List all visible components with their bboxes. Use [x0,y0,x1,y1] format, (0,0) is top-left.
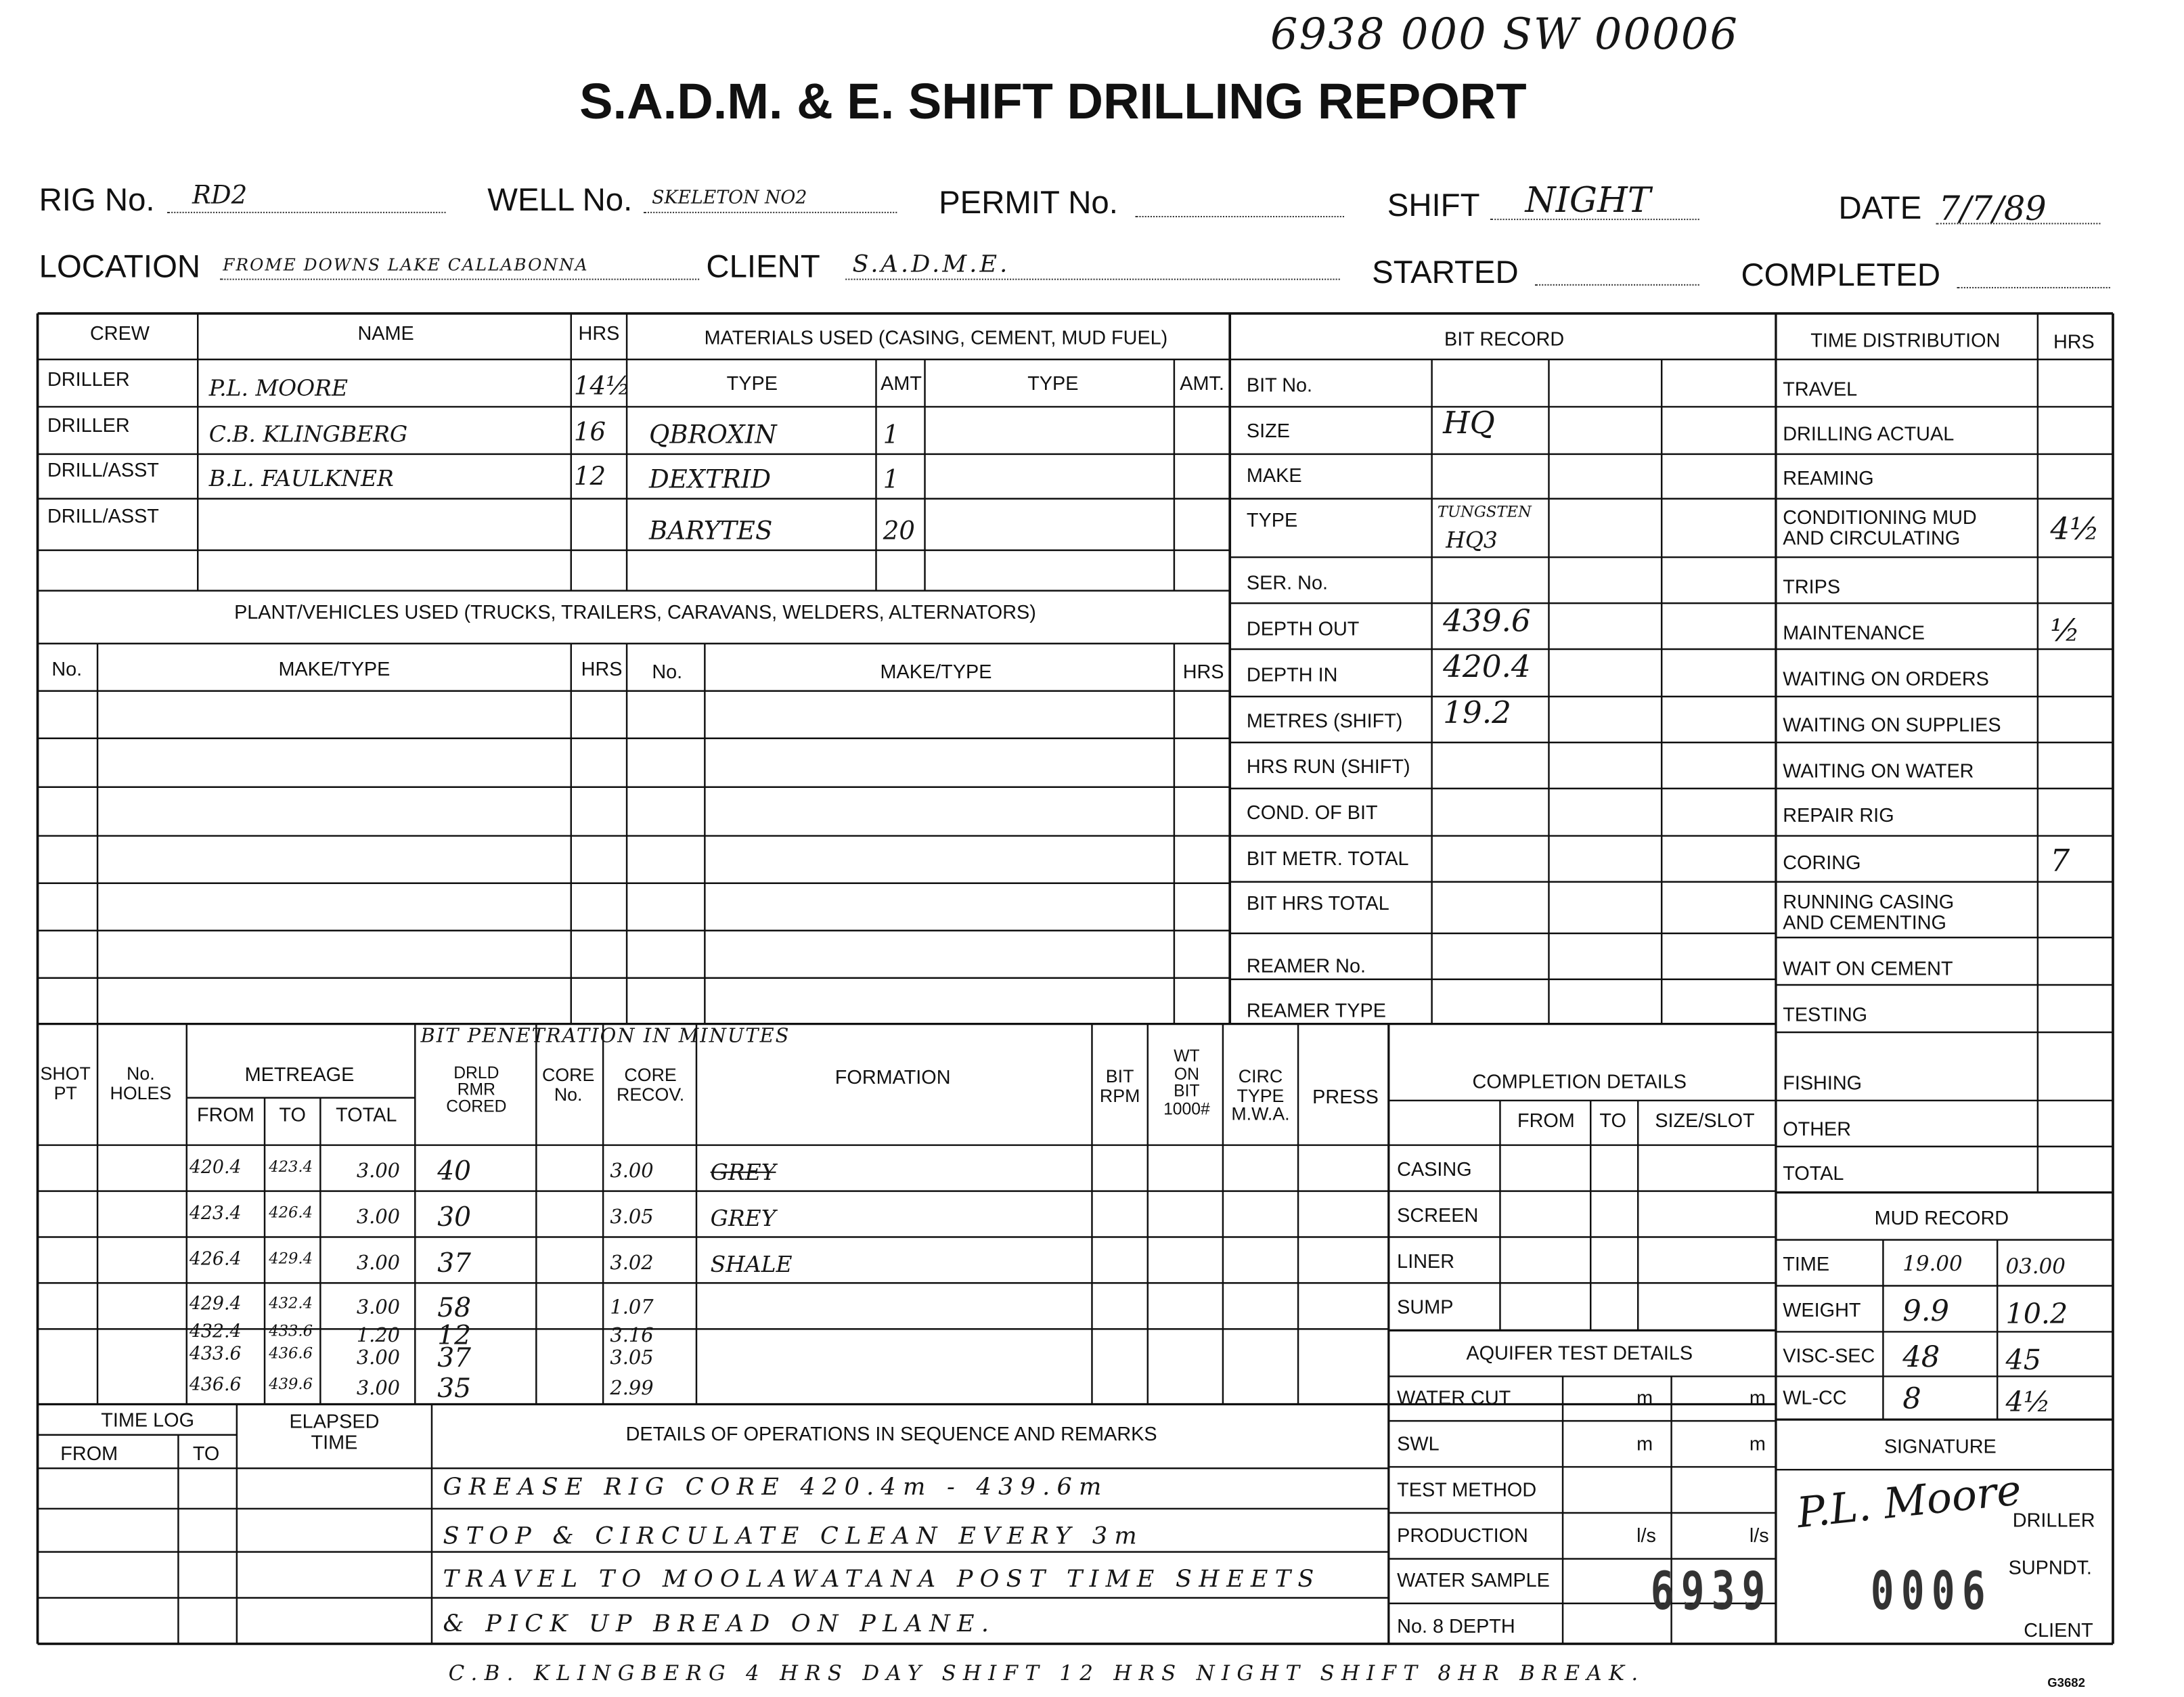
core-no-header: CORE No. [542,1064,595,1105]
aquifer-unit: m [1749,1386,1766,1409]
bit-record-label: SER. No. [1246,571,1329,594]
completion-from-header: FROM [1517,1109,1575,1132]
plant-make-header-2: MAKE/TYPE [880,660,992,683]
metreage-total: 3.00 [356,1378,400,1401]
well-label: WELL No. [487,181,633,218]
aquifer-unit: m [1749,1432,1766,1455]
location-value[interactable]: FROME DOWNS LAKE CALLABONNA [223,255,589,275]
metreage-from: 432.4 [189,1322,242,1343]
mud-record-value-1: 19.00 [1902,1251,1963,1277]
mud-record-label: WEIGHT [1783,1298,1861,1321]
material-amount: 20 [883,516,915,546]
supndt-label: SUPNDT. [2008,1556,2092,1579]
bit-record-label: SIZE [1246,419,1290,442]
drilled-minutes: 40 [437,1156,471,1187]
operations-line: TRAVEL TO MOOLAWATANA POST TIME SHEETS [443,1566,1321,1594]
signature-title: SIGNATURE [1884,1434,1997,1457]
completion-row-label: CASING [1397,1158,1472,1181]
time-distribution-hrs: 4½ [2050,512,2100,548]
bit-record-value: HQ [1443,406,1495,442]
client-field-line [845,279,1340,280]
aquifer-row-label: TEST METHOD [1397,1478,1537,1501]
metreage-from-header: FROM [196,1103,254,1126]
core-recovery: 3.05 [610,1206,654,1229]
form-code: G3682 [2047,1675,2085,1690]
mud-record-label: VISC-SEC [1783,1344,1875,1367]
time-distribution-label: CONDITIONING MUD AND CIRCULATING [1783,506,1977,549]
plant-make-header-1: MAKE/TYPE [278,657,391,680]
mud-record-value-2: 03.00 [2005,1254,2066,1279]
bit-record-value: 420.4 [1443,651,1531,686]
crew-hrs: 14½ [573,372,630,401]
circ-type-header: CIRC TYPE M.W.A. [1231,1065,1290,1125]
location-label: LOCATION [39,248,201,284]
bit-record-value: TUNGSTEN [1437,502,1532,521]
stamp-number-left: 6939 [1650,1560,1773,1623]
core-recovery: 3.16 [610,1325,654,1348]
metreage-from: 420.4 [189,1158,242,1179]
bit-record-label: REAMER No. [1246,954,1366,977]
no-holes-header: No. HOLES [110,1063,172,1103]
mud-record-value-1: 48 [1902,1340,1940,1374]
aquifer-row-label: No. 8 DEPTH [1397,1614,1515,1637]
materials-type-header-2: TYPE [1027,372,1079,395]
mud-record-value-2: 4½ [2005,1384,2051,1419]
mud-record-value-2: 10.2 [2005,1296,2068,1331]
rig-label: RIG No. [39,181,155,218]
time-distribution-hrs: 7 [2050,844,2070,879]
crew-role-label: DRILLER [47,414,130,437]
metreage-from: 436.6 [189,1375,242,1396]
elapsed-time-header: ELAPSED TIME [289,1409,380,1453]
metreage-from: 426.4 [189,1250,242,1271]
formation-value: SHALE [710,1251,793,1278]
material-amount: 1 [883,465,899,495]
aquifer-row-label: PRODUCTION [1397,1524,1528,1547]
metreage-to: 439.6 [269,1375,313,1393]
aquifer-row-label: SWL [1397,1432,1440,1455]
crew-name: B.L. FAULKNER [208,465,394,492]
mud-record-value-1: 9.9 [1902,1294,1949,1328]
permit-label: PERMIT No. [939,183,1118,221]
time-distribution-hrs-header: HRS [2053,330,2095,353]
metreage-to: 429.4 [269,1250,313,1268]
bit-record-label: BIT METR. TOTAL [1246,847,1409,870]
driller-signature: P.L. Moore [1794,1466,2024,1539]
permit-field-line [1135,216,1344,217]
operations-line: GREASE RIG CORE 420.4m - 439.6m [443,1474,1109,1502]
time-distribution-label: OTHER [1783,1117,1852,1140]
metreage-total: 3.00 [356,1160,400,1183]
crew-role-label: DRILL/ASST [47,504,159,527]
penetration-note: BIT PENETRATION IN MINUTES [420,1025,790,1048]
rig-field-line [167,212,446,213]
materials-amt-header-1: AMT [881,372,922,395]
drilled-minutes: 58 [437,1292,471,1324]
metreage-total: 3.00 [356,1252,400,1275]
time-log-title: TIME LOG [101,1408,194,1431]
crew-hrs-header: HRS [578,322,620,345]
completion-row-label: SUMP [1397,1295,1454,1318]
crew-name: P.L. MOORE [208,374,348,401]
completion-size-header: SIZE/SLOT [1655,1109,1755,1132]
mud-record-title: MUD RECORD [1874,1206,2009,1229]
started-field-line [1535,284,1699,286]
metreage-from: 423.4 [189,1204,242,1225]
crew-hrs: 12 [573,462,606,492]
time-distribution-label: FISHING [1783,1071,1863,1094]
drilled-minutes: 30 [437,1202,471,1233]
material-type: QBROXIN [649,420,777,450]
materials-title: MATERIALS USED (CASING, CEMENT, MUD FUEL) [704,326,1168,349]
crew-hrs: 16 [573,418,606,447]
rig-value[interactable]: RD2 [192,181,248,211]
completion-row-label: SCREEN [1397,1204,1479,1227]
material-amount: 1 [883,420,899,450]
time-log-to-header: TO [192,1442,220,1464]
metreage-from: 429.4 [189,1294,242,1315]
drilled-minutes: 37 [437,1342,471,1374]
completion-to-header: TO [1599,1109,1626,1132]
shot-pt-header: SHOT PT [40,1063,91,1103]
crew-role-label: DRILL/ASST [47,458,159,481]
footer-note-text: C.B. KLINGBERG 4 HRS DAY SHIFT 12 HRS NIGHT SHIFT 8HR BREAK. [448,1660,1645,1686]
bit-record-label: TYPE [1246,508,1298,531]
time-distribution-label: WAIT ON CEMENT [1783,956,1953,979]
mud-record-label: WL-CC [1783,1386,1847,1409]
crew-name: C.B. KLINGBERG [208,420,408,447]
aquifer-row-label: WATER SAMPLE [1397,1568,1550,1591]
client-signature-label: CLIENT [2024,1618,2093,1641]
formation-value: GREY [710,1159,776,1186]
core-recovery: 1.07 [610,1296,654,1319]
time-distribution-label: MAINTENANCE [1783,621,1925,644]
plant-title: PLANT/VEHICLES USED (TRUCKS, TRAILERS, CARAVANS, WELDERS, ALTERNATORS) [234,600,1036,623]
drilled-minutes: 12 [437,1320,471,1352]
driller-label: DRILLER [2012,1508,2095,1531]
operations-details-title: DETAILS OF OPERATIONS IN SEQUENCE AND REMARKS [625,1422,1157,1445]
name-header: NAME [357,322,414,345]
date-label: DATE [1838,189,1922,226]
time-distribution-label: WAITING ON ORDERS [1783,667,1989,690]
time-distribution-label: DRILLING ACTUAL [1783,422,1955,445]
time-distribution-label: REAMING [1783,466,1874,489]
bit-record-label: METRES (SHIFT) [1246,709,1403,732]
operations-line: STOP & CIRCULATE CLEAN EVERY 3m [443,1522,1144,1551]
metreage-total-header: TOTAL [336,1103,397,1126]
completion-title: COMPLETION DETAILS [1472,1070,1687,1093]
client-value[interactable]: S.A.D.M.E. [852,250,1010,279]
time-log-from-header: FROM [60,1442,118,1464]
core-recov-header: CORE RECOV. [617,1064,685,1105]
bit-record-label: REAMER TYPE [1246,998,1386,1021]
crew-role-label: DRILLER [47,368,130,391]
bit-record-label: COND. OF BIT [1246,801,1378,824]
date-value[interactable]: 7/7/89 [1938,189,2047,229]
stamp-number-right: 0006 [1870,1560,1992,1623]
time-distribution-label: TESTING [1783,1002,1868,1026]
time-distribution-label: WAITING ON SUPPLIES [1783,713,2001,736]
time-distribution-label: CORING [1783,851,1861,874]
client-label: CLIENT [706,248,820,284]
time-distribution-title: TIME DISTRIBUTION [1810,328,2001,351]
bit-record-label: DEPTH OUT [1246,617,1360,640]
aquifer-title: AQUIFER TEST DETAILS [1466,1341,1693,1364]
time-distribution-label: RUNNING CASING AND CEMENTING [1783,890,1955,933]
bit-record-label: BIT HRS TOTAL [1246,891,1389,914]
metreage-total: 1.20 [356,1325,400,1348]
mud-record-label: TIME [1783,1252,1830,1275]
metreage-total: 3.00 [356,1347,400,1370]
drld-header: DRLD RMR CORED [446,1063,507,1116]
metreage-to: 426.4 [269,1204,313,1222]
material-type: DEXTRID [649,465,772,495]
metreage-total: 3.00 [356,1296,400,1319]
time-distribution-label: REPAIR RIG [1783,803,1894,827]
well-field-line [644,212,897,213]
shift-value[interactable]: NIGHT [1525,179,1651,221]
time-distribution-label: WAITING ON WATER [1783,759,1974,782]
time-distribution-label: TRIPS [1783,575,1841,598]
operations-line: & PICK UP BREAD ON PLANE. [443,1610,996,1639]
formation-value: GREY [710,1205,776,1232]
materials-type-header-1: TYPE [726,372,778,395]
aquifer-row-label: WATER CUT [1397,1386,1511,1409]
bit-record-label: BIT No. [1246,373,1313,396]
core-recovery: 3.05 [610,1347,654,1370]
bit-record-label: HRS RUN (SHIFT) [1246,755,1410,778]
aquifer-unit: l/s [1636,1524,1656,1547]
bit-record-title: BIT RECORD [1444,327,1565,350]
plant-hrs-header-1: HRS [581,657,623,680]
formation-header: FORMATION [834,1065,951,1088]
bit-record-value: 439.6 [1443,604,1531,640]
mud-record-value-1: 8 [1902,1382,1921,1415]
metreage-to: 433.6 [269,1322,313,1340]
time-distribution-label: TRAVEL [1783,377,1858,400]
plant-no-header-1: No. [51,657,83,680]
time-distribution-hrs: ½ [2050,614,2080,650]
bit-record-value: HQ3 [1446,526,1498,554]
form-title: S.A.D.M. & E. SHIFT DRILLING REPORT [579,72,1527,130]
completed-field-line [1957,287,2110,288]
drilled-minutes: 35 [437,1373,471,1405]
started-label: STARTED [1372,253,1519,290]
metreage-to: 423.4 [269,1158,313,1176]
aquifer-unit: l/s [1749,1524,1769,1547]
plant-no-header-2: No. [652,660,683,683]
wt-on-bit-header: WT ON BIT 1000# [1163,1046,1210,1119]
materials-amt-header-2: AMT. [1180,372,1224,395]
mud-record-value-2: 45 [2005,1342,2041,1377]
metreage-to-header: TO [279,1103,306,1126]
metreage-header: METREAGE [244,1063,355,1086]
completed-label: COMPLETED [1741,256,1941,293]
material-type: BARYTES [649,516,773,546]
aquifer-unit: m [1636,1432,1653,1455]
drilled-minutes: 37 [437,1248,471,1279]
bit-rpm-header: BIT RPM [1099,1065,1140,1106]
metreage-to: 432.4 [269,1294,313,1313]
well-value[interactable]: SKELETON NO2 [652,188,807,209]
time-distribution-label: TOTAL [1783,1162,1844,1185]
metreage-from: 433.6 [189,1344,242,1365]
metreage-total: 3.00 [356,1206,400,1229]
metreage-to: 436.6 [269,1344,313,1363]
core-recovery: 2.99 [610,1378,654,1401]
bit-record-label: MAKE [1246,464,1302,487]
core-recovery: 3.02 [610,1252,654,1275]
crew-header: CREW [89,322,150,345]
shift-label: SHIFT [1387,186,1480,223]
location-field-line [220,279,699,280]
plant-hrs-header-2: HRS [1182,660,1224,683]
bit-record-value: 19.2 [1443,697,1511,732]
core-recovery: 3.00 [610,1160,654,1183]
bit-record-label: DEPTH IN [1246,663,1338,686]
press-header: PRESS [1312,1085,1379,1108]
completion-row-label: LINER [1397,1250,1455,1272]
document-reference-number: 6938 000 SW 00006 [1270,9,1739,60]
aquifer-unit: m [1636,1386,1653,1409]
